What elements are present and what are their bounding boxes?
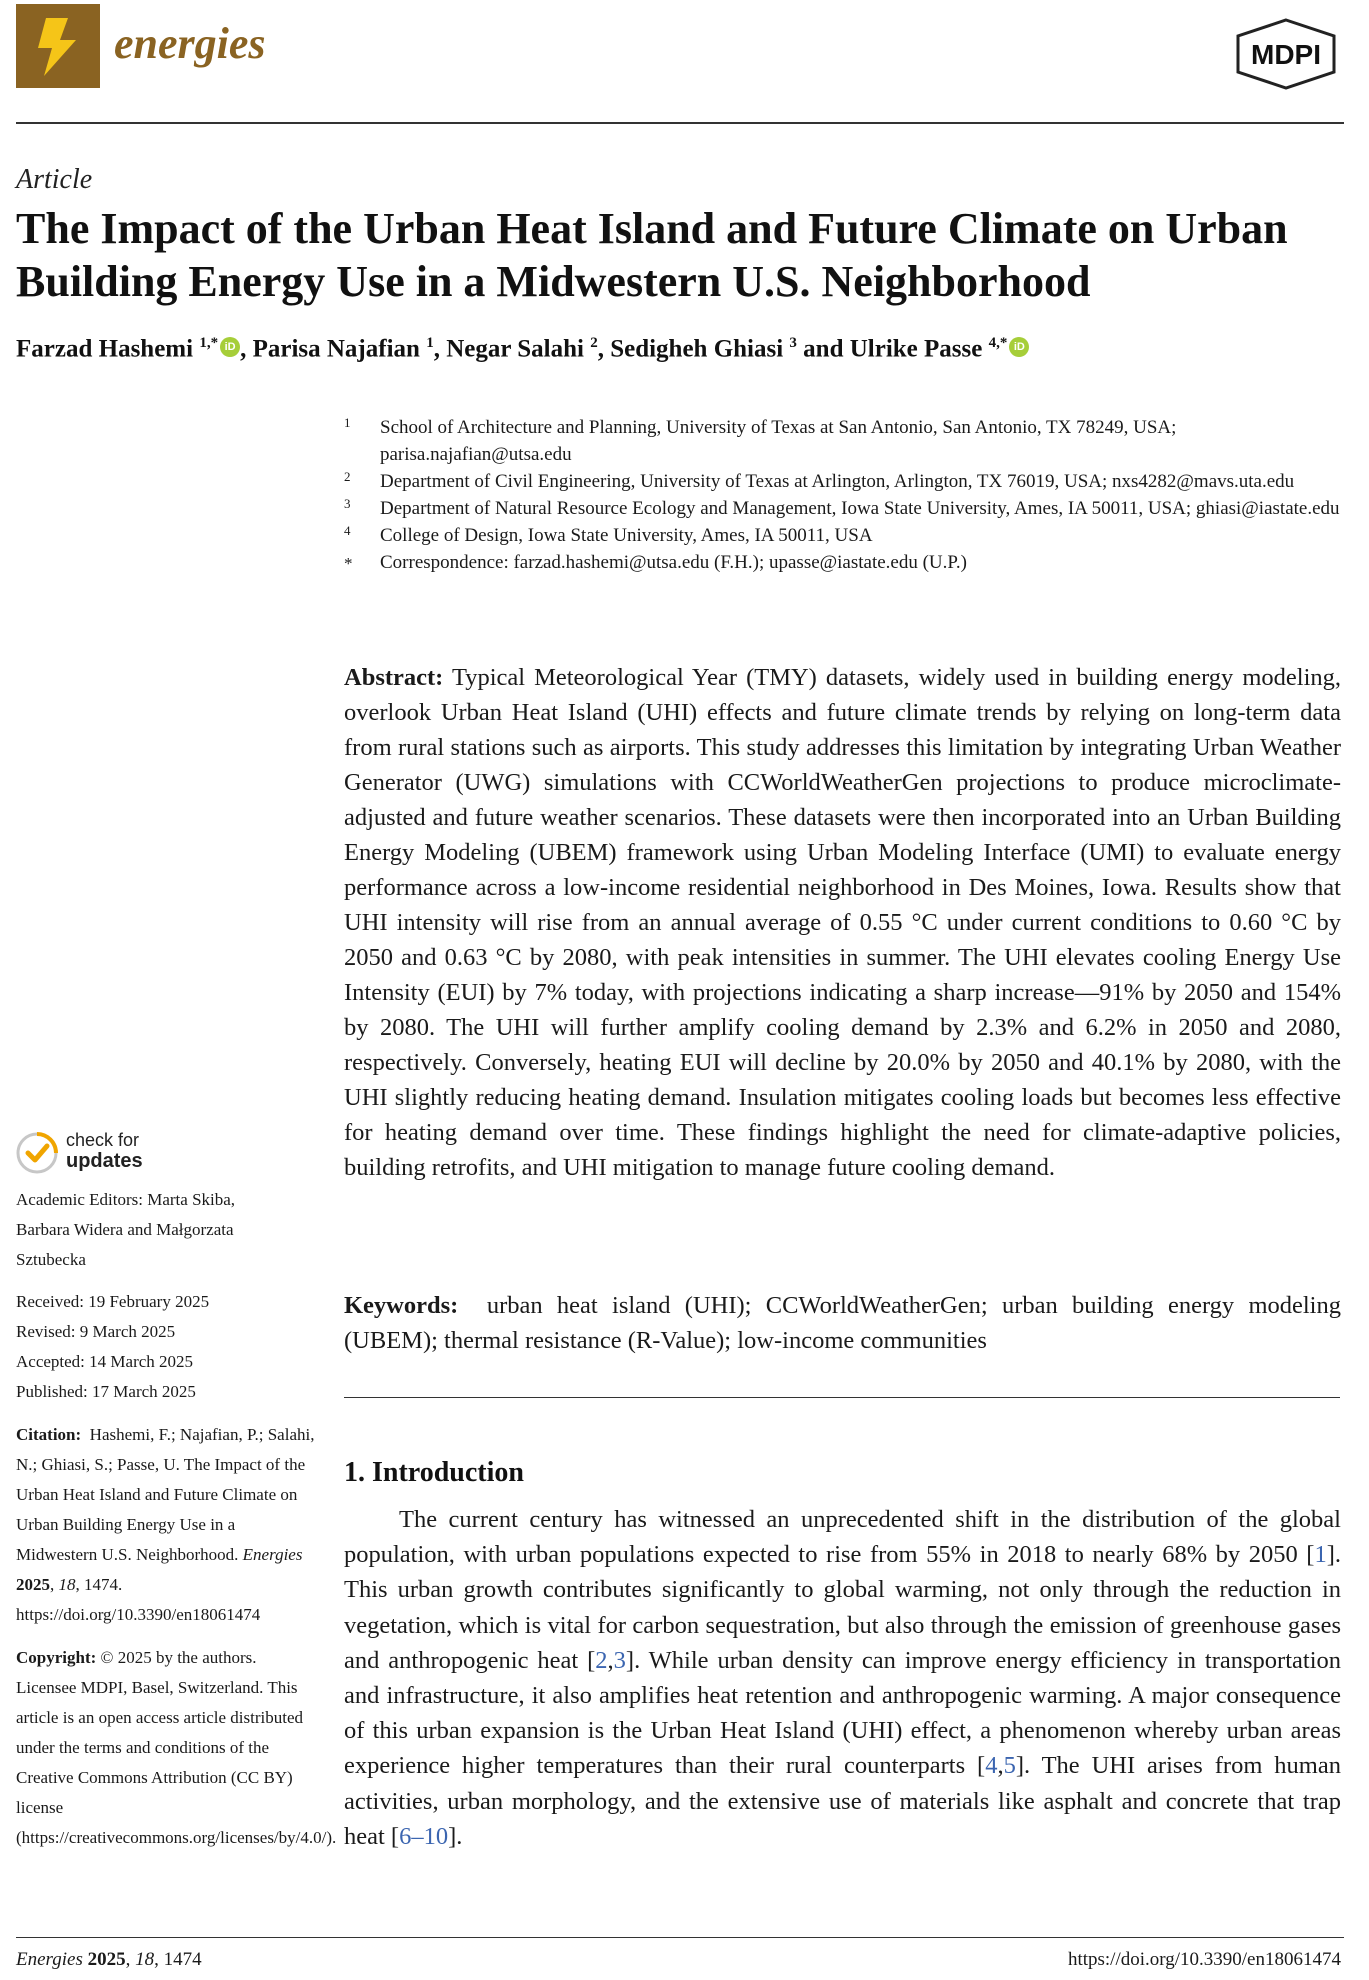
affiliation-item	[344, 549, 1344, 576]
citation-label: Citation:	[16, 1425, 82, 1444]
intro-text-segment: ,	[997, 1752, 1004, 1780]
affiliation-text: School of Architecture and Planning, University of Texas at San Antonio, San Antonio, TX 78249, USA; parisa.najafian@utsa.edu	[380, 417, 1177, 465]
author-name[interactable]: Negar Salahi	[446, 335, 584, 363]
orcid-icon[interactable]: iD	[1009, 337, 1029, 357]
footer-citation: Energies 2025, 18, 1474	[16, 1949, 202, 1970]
author-name[interactable]: Farzad Hashemi	[16, 335, 194, 363]
intro-text-segment: ,	[607, 1646, 614, 1674]
intro-text-segment: The current century has witnessed an unprecedented shift in the distribution of the global population, with urban populations expected to rise from 55% in 2018 to nearly 68% by 2050 [	[344, 1506, 1341, 1569]
keywords-label: Keywords:	[344, 1292, 459, 1319]
author-list	[16, 335, 1029, 363]
check-updates-line1: check for	[66, 1130, 140, 1150]
date-published: Published: 17 March 2025	[16, 1382, 196, 1401]
keywords-text: urban heat island (UHI); CCWorldWeatherGen; urban building energy modeling (UBEM); thermal resistance (R-Value); low-income communities	[344, 1292, 1341, 1354]
reference-link[interactable]: 1	[1314, 1541, 1327, 1569]
reference-link[interactable]: 3	[613, 1646, 626, 1674]
author-conjunction: and	[796, 335, 850, 363]
article-type: Article	[16, 164, 93, 195]
intro-paragraph	[344, 1502, 1341, 1854]
reference-link[interactable]: 2	[595, 1646, 608, 1674]
footer-volume: 18	[135, 1949, 155, 1970]
page-title: The Impact of the Urban Heat Island and Future Climate on Urban Building Energy Use in a Midwestern U.S. Neighborhood	[16, 204, 1288, 306]
copyright-label: Copyright:	[16, 1648, 97, 1667]
orcid-icon[interactable]: iD	[220, 337, 240, 357]
check-updates-icon	[16, 1132, 58, 1174]
date-revised: Revised: 9 March 2025	[16, 1322, 176, 1341]
copyright-text: © 2025 by the authors. Licensee MDPI, Basel, Switzerland. This article is an open access article distributed under the terms and conditions of the Creative Commons Attribution (CC BY) license (https://creativecommons.org/licenses/by/4.0/).	[16, 1648, 337, 1847]
affiliation-mark: 2	[344, 469, 351, 484]
affiliation-item	[344, 468, 1344, 495]
publication-dates	[16, 1287, 316, 1407]
affiliation-text: College of Design, Iowa State University, Ames, IA 50011, USA	[380, 525, 873, 546]
affiliation-item	[344, 522, 1344, 549]
author-affiliation-mark: 1,*	[199, 335, 219, 351]
reference-link[interactable]: 4	[985, 1752, 998, 1780]
affiliation-mark: 1	[344, 415, 351, 430]
journal-name: energies	[114, 19, 266, 68]
author-separator: ,	[240, 335, 253, 363]
affiliation-mark: 3	[344, 496, 351, 511]
intro-text-segment: ]. This urban growth contributes significantly to global warming, not only through the reduction in vegetation, which is vital for carbon sequestration, but also through the emission of greenhouse gases and anthropogenic heat [	[344, 1541, 1341, 1674]
keywords	[344, 1288, 1341, 1358]
intro-text-segment: ]. While urban density can improve energy efficiency in transportation and infrastructure, it also amplifies heat retention and anthropogenic warming. A major consequence of this urban expansion is the Urban Heat Island (UHI) effect, a phenomenon whereby urban areas experience higher temperatures than their rural counterparts [	[344, 1646, 1342, 1780]
citation-doi[interactable]: , 1474. https://doi.org/10.3390/en18061474	[16, 1575, 261, 1624]
copyright	[16, 1643, 337, 1853]
lightning-icon	[16, 4, 100, 88]
abstract	[344, 660, 1341, 1185]
footer-article-number: , 1474	[154, 1949, 202, 1970]
affiliations	[344, 414, 1344, 576]
citation-volume: 18	[58, 1575, 76, 1594]
footer-divider	[16, 1937, 1344, 1938]
author-affiliation-mark: 4,*	[988, 335, 1008, 351]
affiliation-item	[344, 495, 1344, 522]
affiliation-text: Department of Natural Resource Ecology and Management, Iowa State University, Ames, IA 50011, USA; ghiasi@iastate.edu	[380, 498, 1340, 519]
intro-text-segment: ].	[448, 1822, 463, 1850]
author-separator: ,	[433, 335, 447, 363]
author-separator: ,	[597, 335, 611, 363]
correspondence-text: Correspondence: farzad.hashemi@utsa.edu (F.H.); upasse@iastate.edu (U.P.)	[380, 552, 967, 573]
affiliation-mark: 4	[344, 523, 351, 538]
citation-text: Hashemi, F.; Najafian, P.; Salahi, N.; Ghiasi, S.; Passe, U. The Impact of the Urban Heat Island and Future Climate on Urban Building Energy Use in a Midwestern U.S. Neighborhood.	[16, 1425, 315, 1564]
author-name[interactable]: Sedigheh Ghiasi	[610, 335, 784, 363]
publisher-logo-text: MDPI	[1251, 39, 1321, 70]
check-for-updates-badge[interactable]	[16, 1130, 256, 1178]
citation-year: 2025	[16, 1575, 50, 1594]
intro-text-segment: ]. The UHI arises from human activities, urban morphology, and the extensive use of materials like asphalt and concrete that trap heat [	[344, 1752, 1341, 1850]
date-accepted: Accepted: 14 March 2025	[16, 1352, 194, 1371]
footer-journal: Energies	[16, 1949, 83, 1970]
footer-doi[interactable]: https://doi.org/10.3390/en18061474	[1067, 1949, 1341, 1970]
academic-editors: Academic Editors: Marta Skiba, Barbara Widera and Małgorzata Sztubecka	[16, 1190, 236, 1269]
affiliation-text: Department of Civil Engineering, University of Texas at Arlington, Arlington, TX 76019, USA; nxs4282@mavs.uta.edu	[380, 471, 1295, 492]
reference-link[interactable]: 5	[1003, 1752, 1016, 1780]
abstract-text: Typical Meteorological Year (TMY) datasets, widely used in building energy modeling, overlook Urban Heat Island (UHI) effects and future climate trends by relying on long-term data from rural stations such as airports. This study addresses this limitation by integrating Urban Weather Generator (UWG) simulations with CCWorldWeatherGen projections to produce microclimate-adjusted and future weather scenarios. These datasets were then incorporated into an Urban Building Energy Modeling (UBEM) framework using Urban Modeling Interface (UMI) to evaluate energy performance across a low-income residential neighborhood in Des Moines, Iowa. Results show that UHI intensity will rise from an annual average of 0.55 °C under current conditions to 0.60 °C by 2050 and 0.63 °C by 2080, with peak intensities in summer. The UHI elevates cooling Energy Use Intensity (EUI) by 7% today, with projections indicating a sharp increase—91% by 2050 and 154% by 2080. The UHI will further amplify cooling demand by 2.3% and 6.2% in 2050 and 2080, respectively. Conversely, heating EUI will decline by 20.0% by 2050 and 40.1% by 2080, with the UHI slightly reducing heating demand. Insulation mitigates cooling loads but becomes less effective for heating demand over time. These findings highlight the need for climate-adaptive policies, building retrofits, and UHI mitigation to manage future cooling demand.	[344, 664, 1342, 1181]
affiliation-mark: *	[344, 554, 353, 573]
reference-link[interactable]: 6–10	[399, 1822, 449, 1850]
check-updates-line2: updates	[66, 1150, 143, 1172]
section-heading: 1. Introduction	[344, 1457, 524, 1488]
author-affiliation-mark: 3	[789, 335, 797, 351]
affiliation-item	[344, 414, 1344, 468]
citation-journal: Energies	[242, 1545, 303, 1564]
author-name[interactable]: Ulrike Passe	[849, 335, 983, 363]
footer-year: 2025	[87, 1949, 126, 1970]
journal-logo	[16, 4, 100, 88]
date-received: Received: 19 February 2025	[16, 1292, 210, 1311]
author-name[interactable]: Parisa Najafian	[252, 335, 420, 363]
citation: Citation: Hashemi, F.; Najafian, P.; Salahi, N.; Ghiasi, S.; Passe, U. The Impact of the Urban Heat Island and Future Climate on Urban Building Energy Use in a Midwestern U.S. Neighborhood. Energies 2025, 18, 1474. https://doi.org/10.3390/en18061474	[16, 1425, 315, 1624]
abstract-label: Abstract:	[344, 664, 444, 691]
header-divider	[16, 122, 1344, 124]
author-affiliation-mark: 2	[590, 335, 598, 351]
author-affiliation-mark: 1	[426, 335, 434, 351]
publisher-logo	[1232, 16, 1340, 92]
section-divider	[344, 1397, 1340, 1398]
